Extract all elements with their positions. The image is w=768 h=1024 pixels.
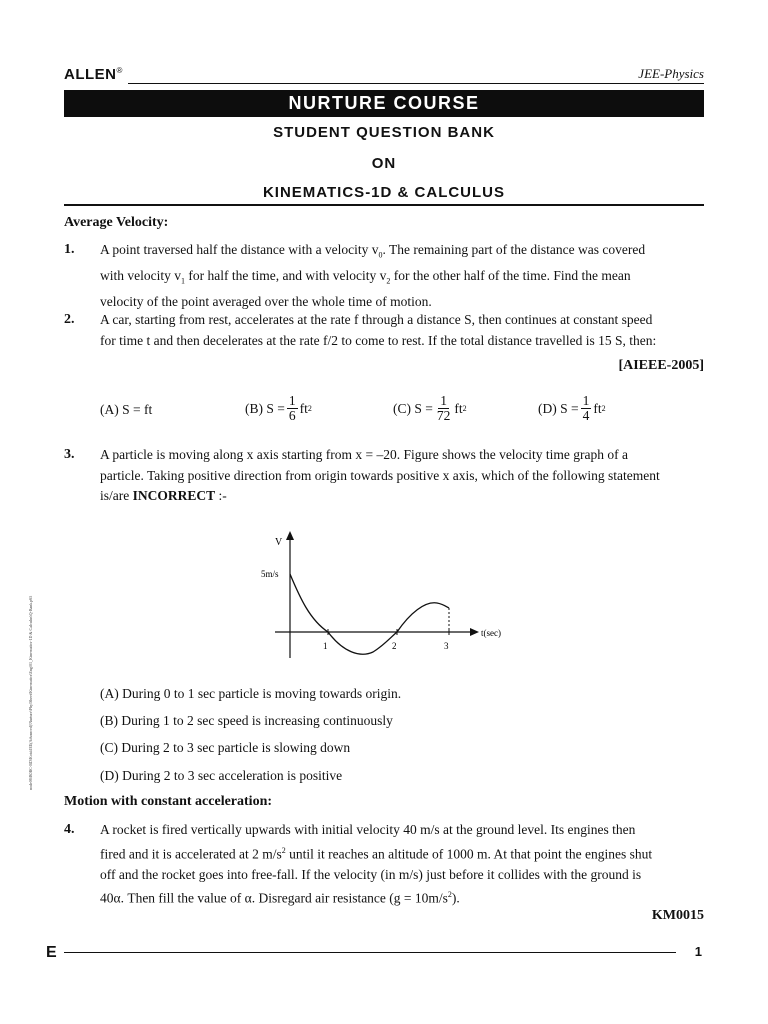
q2-option-b: (B) S = $\frac{1}{6}$ ft 2 bbox=[245, 393, 312, 423]
q3-option-a: (A) During 0 to 1 sec particle is moving towards origin. bbox=[100, 686, 402, 701]
question-2-text: A car, starting from rest, accelerates at the rate f through a distance S, then continues at constant speed for time t and then decelerates at the rate f/2 to come to rest. If the total distance travelled is 15 S, then: bbox=[100, 312, 657, 348]
velocity-time-graph bbox=[255, 528, 525, 663]
question-3-text: A particle is moving along x axis starting from x = –20. Figure shows the velocity time graph of a particle. Taking positive direction from origin towards positive x axis, which of the following statement is/are INCORRECT :- bbox=[100, 447, 660, 503]
footer-letter: E bbox=[46, 944, 57, 961]
q3-option-c: (C) During 2 to 3 sec particle is slowing down bbox=[100, 740, 351, 755]
x-tick-label-2: 2 bbox=[392, 641, 397, 651]
title-rule bbox=[64, 204, 704, 206]
q2-option-d: (D) S = $\frac{1}{4}$ ft 2 bbox=[538, 393, 606, 423]
y-axis-arrow bbox=[286, 531, 294, 540]
y-axis-label: V bbox=[275, 537, 283, 548]
velocity-curve bbox=[290, 574, 449, 654]
q3-option-d: (D) During 2 to 3 sec acceleration is positive bbox=[100, 768, 343, 783]
footer-rule bbox=[64, 952, 676, 953]
x-axis-arrow bbox=[470, 628, 479, 636]
title-line-1: STUDENT QUESTION BANK bbox=[273, 124, 495, 141]
q2-option-a: (A) S = ft bbox=[100, 402, 153, 417]
exam-tag: [AIEEE-2005] bbox=[618, 358, 704, 373]
question-4-text: A rocket is fired vertically upwards with initial velocity 40 m/s at the ground level. Its engines then fired and it is accelerated at 2 $m/s^2$ until it reaches an altitude of 1000 m. At that point the engines shut off and the rocket goes into free-fall. If the velocity (in m/s) just before it collides with the ground is 40α. Then fill the value of α. Disregard air resistance $(g = 10m/s^2)$. bbox=[100, 822, 653, 906]
title-line-2: ON bbox=[371, 155, 397, 172]
question-number-4: 4. bbox=[64, 822, 75, 837]
header-rule bbox=[128, 83, 704, 84]
side-file-path: node06\B0BC-BD\Kota\JEE(Advanced)\Nurture\Phy\Sheet\Kinematics\Eng\01_Kinematics-1D & Calculus\Q-Bank.p65 bbox=[28, 595, 33, 790]
question-number-3: 3. bbox=[64, 447, 75, 462]
question-code: KM0015 bbox=[651, 908, 704, 923]
course-banner: NURTURE COURSE bbox=[64, 90, 704, 117]
question-1-text: A point traversed half the distance with a velocity $v_0$. The remaining part of the distance was covered with velocity $v_1$ for half the time, and with velocity $v_2$ for the other half of the time. Find the mean velocity of the point averaged over the whole time of motion. bbox=[100, 242, 646, 310]
q3-option-b: (B) During 1 to 2 sec speed is increasing continuously bbox=[100, 713, 393, 728]
x-tick-label-1: 1 bbox=[323, 641, 328, 651]
q2-option-c: (C) S = $\frac{1}{72}$ ft 2 bbox=[393, 393, 467, 423]
section-heading-constant-acceleration: Motion with constant acceleration: bbox=[64, 794, 273, 809]
section-heading-average-velocity: Average Velocity: bbox=[64, 215, 169, 230]
x-tick-label-3: 3 bbox=[444, 641, 449, 651]
x-axis-label: t(sec) bbox=[481, 628, 501, 638]
question-number-2: 2. bbox=[64, 312, 75, 327]
title-line-3: KINEMATICS-1D & CALCULUS bbox=[262, 184, 506, 201]
subject-label: JEE-Physics bbox=[638, 66, 704, 81]
question-number-1: 1. bbox=[64, 242, 75, 257]
y-tick-label: 5m/s bbox=[261, 569, 279, 579]
page-number: 1 bbox=[694, 944, 702, 959]
allen-logo: ALLEN® bbox=[64, 66, 123, 83]
